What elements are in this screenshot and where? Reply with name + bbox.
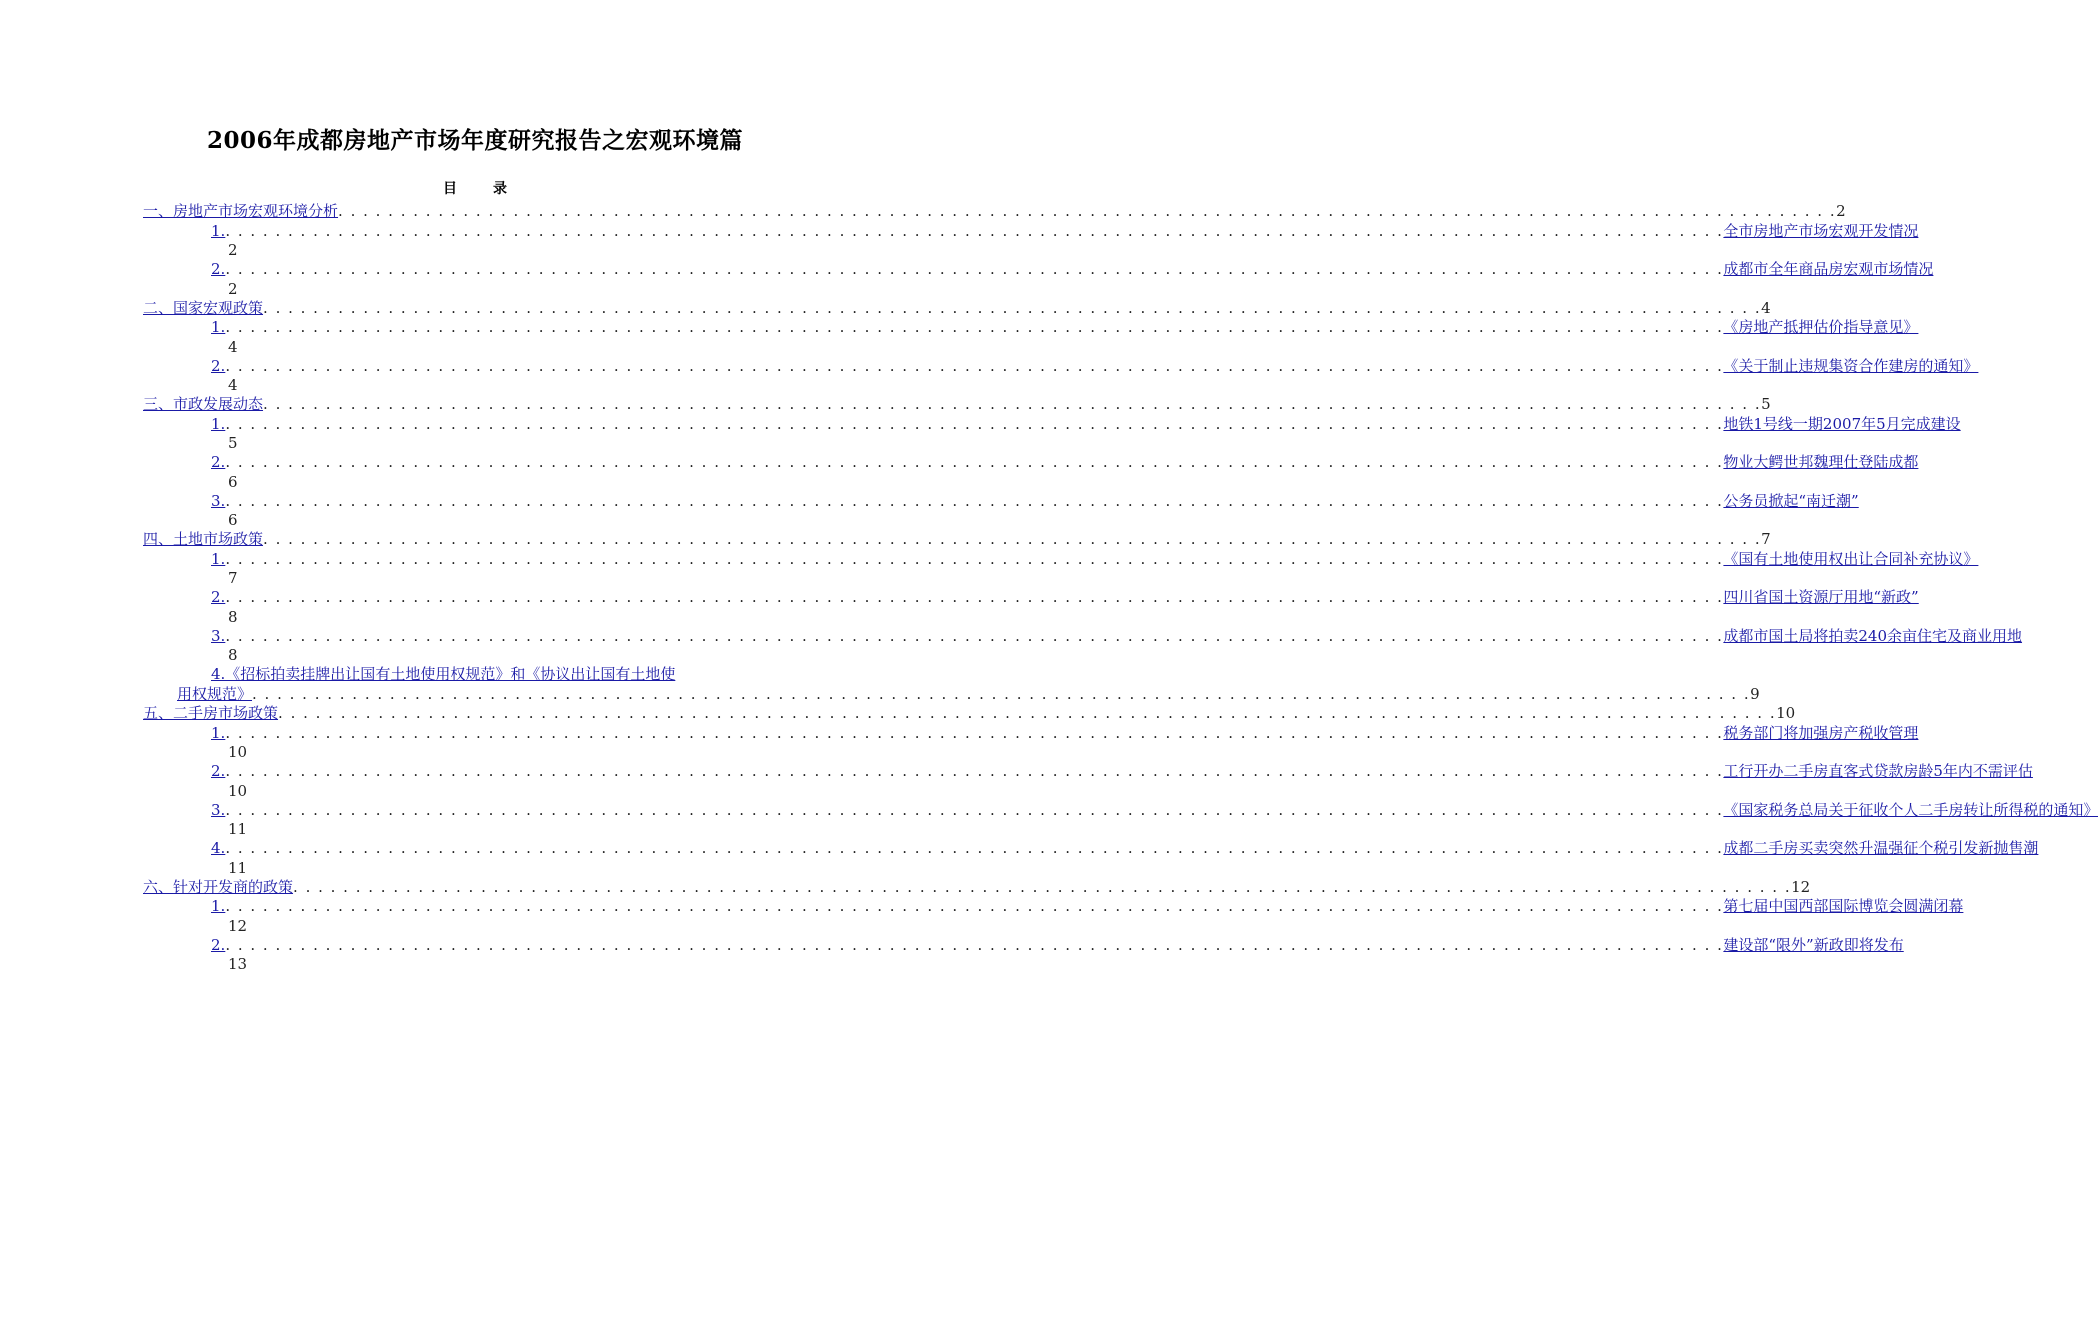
toc-item-line <box>143 221 1919 242</box>
toc-leader-dots: . . . . . . . . . . . . . . . . . . . . . . . . . . . . . . . . . . . . . . . . . . . . . . . . . . . . . . . . . . . . . . . . . . . . . . . . . . . . . . . . . . . . . . . . . . . . . . . . . . . . . . . . . . . . . . . . . . . . . . . . <box>225 626 1724 645</box>
toc-leader-dots: . . . . . . . . . . . . . . . . . . . . . . . . . . . . . . . . . . . . . . . . . . . . . . . . . . . . . . . . . . . . . . . . . . . . . . . . . . . . . . . . . . . . . . . . . . . . . . . . . . . . . . . . . . . . . . . . . . . . . . . . <box>225 935 1724 954</box>
toc-item-line <box>143 491 1859 512</box>
toc-item-page: 8 <box>228 607 238 626</box>
toc-item-number[interactable]: 1. <box>211 549 226 568</box>
toc-section-link[interactable]: 针对开发商的政策 <box>173 877 294 896</box>
toc-item-link[interactable]: 税务部门将加强房产税收管理 <box>1723 723 1919 742</box>
toc-heading-char-1: 目 <box>443 181 457 197</box>
toc-item-number[interactable]: 2. <box>211 453 226 471</box>
toc-item <box>143 549 1979 589</box>
toc-item-number[interactable]: 4. <box>211 839 226 857</box>
toc-item-link[interactable]: 第七届中国西部国际博览会圆满闭幕 <box>1723 897 1964 915</box>
toc-item-line <box>143 414 1961 435</box>
toc-leader-dots: . . . . . . . . . . . . . . . . . . . . . . . . . . . . . . . . . . . . . . . . . . . . . . . . . . . . . . . . . . . . . . . . . . . . . . . . . . . . . . . . . . . . . . . . . . . . . . . . . . . . . . . . . . . . . . . . . . . . . . . . <box>278 704 1777 722</box>
toc-section-number[interactable]: 四、 <box>143 530 174 548</box>
toc-section-number[interactable]: 二、 <box>143 298 174 317</box>
toc-section-link[interactable]: 房地产市场宏观环境分析 <box>173 202 339 220</box>
toc-item <box>143 356 1979 396</box>
toc-section-number[interactable]: 五、 <box>143 704 174 722</box>
toc-leader-dots: . . . . . . . . . . . . . . . . . . . . . . . . . . . . . . . . . . . . . . . . . . . . . . . . . . . . . . . . . . . . . . . . . . . . . . . . . . . . . . . . . . . . . . . . . . . . . . . . . . . . . . . . . . . . . . . . . . . . . . . . <box>225 318 1724 336</box>
toc-item-link[interactable]: 成都市国土局将拍卖240余亩住宅及商业用地 <box>1723 626 2023 645</box>
toc-item-number[interactable]: 2. <box>211 588 226 606</box>
toc-item-line <box>143 762 2033 782</box>
toc-item-page: 10 <box>228 743 248 761</box>
toc-item-wrapped <box>143 665 1760 704</box>
toc-item-page: 7 <box>228 569 238 587</box>
toc-item-number[interactable]: 2. <box>211 356 226 375</box>
toc-item-number[interactable]: 2. <box>211 260 226 278</box>
toc-item-page: 8 <box>228 646 238 664</box>
toc-item-page: 2 <box>228 279 238 298</box>
toc-section-link[interactable]: 国家宏观政策 <box>173 298 264 317</box>
toc-item <box>143 800 2098 840</box>
toc-item-number[interactable]: 2. <box>211 935 226 954</box>
toc-item-link[interactable]: 四川省国土资源厅用地“新政” <box>1723 588 1919 606</box>
toc-item-link[interactable]: 建设部“限外”新政即将发布 <box>1723 935 1904 954</box>
toc-section <box>143 395 1771 415</box>
toc-section <box>143 298 1771 319</box>
toc-leader-dots: . . . . . . . . . . . . . . . . . . . . . . . . . . . . . . . . . . . . . . . . . . . . . . . . . . . . . . . . . . . . . . . . . . . . . . . . . . . . . . . . . . . . . . . . . . . . . . . . . . . . . . . . . . . . . . . . . . . . . . . . <box>225 453 1724 471</box>
toc-leader-dots: . . . . . . . . . . . . . . . . . . . . . . . . . . . . . . . . . . . . . . . . . . . . . . . . . . . . . . . . . . . . . . . . . . . . . . . . . . . . . . . . . . . . . . . . . . . . . . . . . . . . . . . . . . . . . . . . . . . . . . . . <box>225 356 1724 375</box>
toc-item-page: 13 <box>228 955 248 973</box>
toc-leader-dots: . . . . . . . . . . . . . . . . . . . . . . . . . . . . . . . . . . . . . . . . . . . . . . . . . . . . . . . . . . . . . . . . . . . . . . . . . . . . . . . . . . . . . . . . . . . . . . . . . . . . . . . . . . . . . . . . . . . . . . . . <box>225 723 1724 742</box>
toc-item-link-line2[interactable]: 用权规范》 <box>177 684 253 703</box>
toc-item <box>143 723 1919 763</box>
toc-section-number[interactable]: 三、 <box>143 395 174 413</box>
toc-leader-dots: . . . . . . . . . . . . . . . . . . . . . . . . . . . . . . . . . . . . . . . . . . . . . . . . . . . . . . . . . . . . . . . . . . . . . . . . . . . . . . . . . . . . . . . . . . . . . . . . . . . . . . . . . . . . . . . . . . . . . . . . <box>225 491 1724 510</box>
toc-item-link[interactable]: 公务员掀起“南迁潮” <box>1723 491 1859 510</box>
toc-section-line <box>143 202 1846 222</box>
toc-item <box>143 221 1919 261</box>
toc-item-number[interactable]: 3. <box>211 800 226 819</box>
toc-leader-dots: . . . . . . . . . . . . . . . . . . . . . . . . . . . . . . . . . . . . . . . . . . . . . . . . . . . . . . . . . . . . . . . . . . . . . . . . . . . . . . . . . . . . . . . . . . . . . . . . . . . . . . . . . . . . . . . . . . . . . . . . <box>225 549 1724 568</box>
toc-item-page: 2 <box>228 241 238 259</box>
toc-item-page: 9 <box>1750 684 1760 703</box>
toc-item <box>143 260 1934 299</box>
toc-section-link[interactable]: 土地市场政策 <box>173 530 264 548</box>
toc-leader-dots: . . . . . . . . . . . . . . . . . . . . . . . . . . . . . . . . . . . . . . . . . . . . . . . . . . . . . . . . . . . . . . . . . . . . . . . . . . . . . . . . . . . . . . . . . . . . . . . . . . . . . . . . . . . . . . . . . . . . . . . . <box>225 588 1724 606</box>
toc-leader-dots: . . . . . . . . . . . . . . . . . . . . . . . . . . . . . . . . . . . . . . . . . . . . . . . . . . . . . . . . . . . . . . . . . . . . . . . . . . . . . . . . . . . . . . . . . . . . . . . . . . . . . . . . . . . . . . . . . . . . . . . . <box>225 839 1724 857</box>
toc-item <box>143 453 1919 492</box>
toc-item <box>143 414 1961 454</box>
toc-item-number[interactable]: 1. <box>211 318 226 336</box>
toc-item-page: 5 <box>228 434 238 452</box>
toc-item <box>143 897 1964 936</box>
toc-leader-dots: . . . . . . . . . . . . . . . . . . . . . . . . . . . . . . . . . . . . . . . . . . . . . . . . . . . . . . . . . . . . . . . . . . . . . . . . . . . . . . . . . . . . . . . . . . . . . . . . . . . . . . . . . . . . . . . . . . . . . . . . <box>338 202 1837 220</box>
toc-item <box>143 935 1904 975</box>
toc-item-page: 11 <box>228 858 248 877</box>
toc-leader-dots: . . . . . . . . . . . . . . . . . . . . . . . . . . . . . . . . . . . . . . . . . . . . . . . . . . . . . . . . . . . . . . . . . . . . . . . . . . . . . . . . . . . . . . . . . . . . . . . . . . . . . . . . . . . . . . . . . . . . . . . . <box>263 395 1762 413</box>
toc-item-number[interactable]: 1. <box>211 414 226 433</box>
toc-item-line <box>143 839 2039 859</box>
toc-section <box>143 877 1811 898</box>
toc-item <box>143 626 2023 666</box>
toc-leader-dots: . . . . . . . . . . . . . . . . . . . . . . . . . . . . . . . . . . . . . . . . . . . . . . . . . . . . . . . . . . . . . . . . . . . . . . . . . . . . . . . . . . . . . . . . . . . . . . . . . . . . . . . . . . . . . . . . . . . . . . . . <box>252 684 1751 703</box>
toc-item-link[interactable]: 《关于制止违规集资合作建房的通知》 <box>1723 356 1979 375</box>
toc-section-line <box>143 395 1771 415</box>
toc-item-link[interactable]: 地铁1号线一期2007年5月完成建设 <box>1723 414 1961 433</box>
toc-item-page: 6 <box>228 511 238 529</box>
toc-item-link[interactable]: 成都二手房买卖突然升温强征个税引发新抛售潮 <box>1723 839 2039 857</box>
toc-heading <box>0 178 950 198</box>
toc-item <box>143 491 1859 531</box>
toc-item-link-line1[interactable]: 4.《招标拍卖挂牌出让国有土地使用权规范》和《协议出让国有土地使 <box>211 665 676 683</box>
toc-item-line <box>143 800 2098 821</box>
toc-item-link[interactable]: 成都市全年商品房宏观市场情况 <box>1723 260 1934 278</box>
toc-item-page: 12 <box>228 916 248 935</box>
toc-item-line2 <box>143 684 1760 705</box>
toc-item-line <box>143 549 1979 570</box>
toc-item-number[interactable]: 1. <box>211 221 226 240</box>
toc-section-page: 12 <box>1791 877 1811 896</box>
toc-item-number[interactable]: 1. <box>211 723 226 742</box>
toc-item-number[interactable]: 3. <box>211 626 226 645</box>
toc-item-line <box>143 723 1919 744</box>
toc-item-link[interactable]: 物业大鳄世邦魏理仕登陆成都 <box>1723 453 1919 471</box>
toc-leader-dots: . . . . . . . . . . . . . . . . . . . . . . . . . . . . . . . . . . . . . . . . . . . . . . . . . . . . . . . . . . . . . . . . . . . . . . . . . . . . . . . . . . . . . . . . . . . . . . . . . . . . . . . . . . . . . . . . . . . . . . . . <box>225 897 1724 915</box>
toc-section-page: 10 <box>1776 704 1796 722</box>
toc-item-link[interactable]: 工行开办二手房直客式贷款房龄5年内不需评估 <box>1723 762 2033 780</box>
toc-leader-dots: . . . . . . . . . . . . . . . . . . . . . . . . . . . . . . . . . . . . . . . . . . . . . . . . . . . . . . . . . . . . . . . . . . . . . . . . . . . . . . . . . . . . . . . . . . . . . . . . . . . . . . . . . . . . . . . . . . . . . . . . <box>225 414 1724 433</box>
toc-item-line <box>143 356 1979 377</box>
toc-item-number[interactable]: 1. <box>211 897 226 915</box>
toc-item <box>143 762 2033 801</box>
toc-section-line <box>143 704 1796 724</box>
toc-item-page: 10 <box>228 781 248 800</box>
toc-item-page: 6 <box>228 472 238 491</box>
toc-section-page: 7 <box>1761 530 1771 548</box>
toc-item <box>143 318 1919 357</box>
toc-item-line <box>143 260 1934 280</box>
toc-heading-char-2: 录 <box>493 181 507 197</box>
toc-section-line <box>143 298 1771 319</box>
toc-section-page: 5 <box>1761 395 1771 413</box>
table-of-contents <box>143 202 2098 974</box>
toc-leader-dots: . . . . . . . . . . . . . . . . . . . . . . . . . . . . . . . . . . . . . . . . . . . . . . . . . . . . . . . . . . . . . . . . . . . . . . . . . . . . . . . . . . . . . . . . . . . . . . . . . . . . . . . . . . . . . . . . . . . . . . . . <box>293 877 1792 896</box>
toc-item <box>143 588 1919 627</box>
toc-section-link[interactable]: 市政发展动态 <box>173 395 264 413</box>
toc-leader-dots: . . . . . . . . . . . . . . . . . . . . . . . . . . . . . . . . . . . . . . . . . . . . . . . . . . . . . . . . . . . . . . . . . . . . . . . . . . . . . . . . . . . . . . . . . . . . . . . . . . . . . . . . . . . . . . . . . . . . . . . . <box>225 260 1724 278</box>
toc-section-link[interactable]: 二手房市场政策 <box>173 704 279 722</box>
toc-item-line <box>143 897 1964 917</box>
toc-section-page: 4 <box>1761 298 1771 317</box>
toc-section <box>143 530 1771 550</box>
toc-leader-dots: . . . . . . . . . . . . . . . . . . . . . . . . . . . . . . . . . . . . . . . . . . . . . . . . . . . . . . . . . . . . . . . . . . . . . . . . . . . . . . . . . . . . . . . . . . . . . . . . . . . . . . . . . . . . . . . . . . . . . . . . <box>225 221 1724 240</box>
toc-item-link[interactable]: 《房地产抵押估价指导意见》 <box>1723 318 1919 336</box>
toc-section-page: 2 <box>1836 202 1846 220</box>
toc-section <box>143 704 1796 724</box>
toc-item-line <box>143 626 2023 647</box>
toc-section-line <box>143 877 1811 898</box>
toc-item-line <box>143 935 1904 956</box>
toc-item-link[interactable]: 《国家税务总局关于征收个人二手房转让所得税的通知》 <box>1723 800 2098 819</box>
toc-item-number[interactable]: 3. <box>211 491 226 510</box>
toc-leader-dots: . . . . . . . . . . . . . . . . . . . . . . . . . . . . . . . . . . . . . . . . . . . . . . . . . . . . . . . . . . . . . . . . . . . . . . . . . . . . . . . . . . . . . . . . . . . . . . . . . . . . . . . . . . . . . . . . . . . . . . . . <box>263 298 1762 317</box>
toc-item-number[interactable]: 2. <box>211 762 226 780</box>
toc-item-line <box>143 318 1919 338</box>
toc-leader-dots: . . . . . . . . . . . . . . . . . . . . . . . . . . . . . . . . . . . . . . . . . . . . . . . . . . . . . . . . . . . . . . . . . . . . . . . . . . . . . . . . . . . . . . . . . . . . . . . . . . . . . . . . . . . . . . . . . . . . . . . . <box>263 530 1762 548</box>
toc-section <box>143 202 1846 222</box>
document-title: 2006年成都房地产市场年度研究报告之宏观环境篇 <box>206 127 743 154</box>
toc-item-link[interactable]: 全市房地产市场宏观开发情况 <box>1723 221 1919 240</box>
toc-item-line <box>143 588 1919 608</box>
toc-item-link[interactable]: 《国有土地使用权出让合同补充协议》 <box>1723 549 1979 568</box>
toc-item-page: 4 <box>228 376 238 394</box>
toc-item-page: 11 <box>228 820 248 838</box>
toc-leader-dots: . . . . . . . . . . . . . . . . . . . . . . . . . . . . . . . . . . . . . . . . . . . . . . . . . . . . . . . . . . . . . . . . . . . . . . . . . . . . . . . . . . . . . . . . . . . . . . . . . . . . . . . . . . . . . . . . . . . . . . . . <box>225 800 1724 819</box>
toc-section-line <box>143 530 1771 550</box>
toc-section-number[interactable]: 六、 <box>143 877 174 896</box>
toc-item-page: 4 <box>228 337 238 356</box>
toc-section-number[interactable]: 一、 <box>143 202 174 220</box>
toc-leader-dots: . . . . . . . . . . . . . . . . . . . . . . . . . . . . . . . . . . . . . . . . . . . . . . . . . . . . . . . . . . . . . . . . . . . . . . . . . . . . . . . . . . . . . . . . . . . . . . . . . . . . . . . . . . . . . . . . . . . . . . . . <box>225 762 1724 780</box>
toc-item-line <box>143 453 1919 473</box>
toc-item <box>143 839 2039 878</box>
